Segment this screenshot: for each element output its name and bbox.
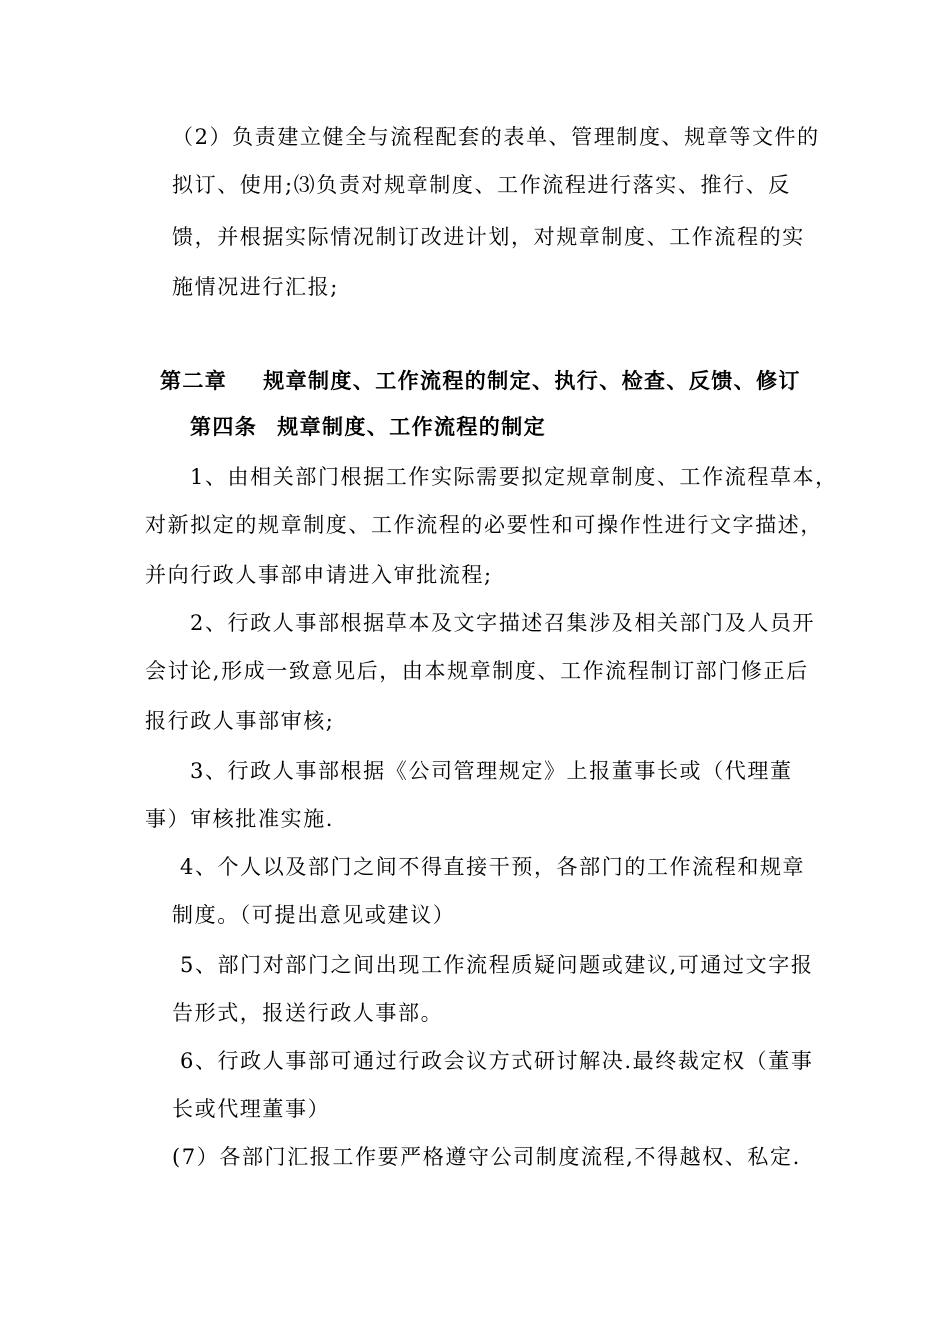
text-line: 6、行政人事部可通过行政会议方式研讨解决.最终裁定权（董事 [180,1049,814,1073]
text-line: 3、行政人事部根据《公司管理规定》上报董事长或（代理董 [190,759,793,783]
text-line: 拟订、使用;⑶负责对规章制度、工作流程进行落实、推行、反 [172,173,791,197]
chapter-heading [160,366,801,396]
text-line: 馈，并根据实际情况制订改进计划，对规章制度、工作流程的实 [172,225,805,249]
article-label: 第四条 [190,414,258,439]
text-line: 1、由相关部门根据工作实际需要拟定规章制度、工作流程草本， [190,465,838,489]
text-line: 长或代理董事） [172,1097,331,1121]
text-line: 会讨论,形成一致意见后，由本规章制度、工作流程制订部门修正后 [145,659,809,683]
text-line: 对新拟定的规章制度、工作流程的必要性和可操作性进行文字描述， [145,513,823,537]
chapter-title: 规章制度、工作流程的制定、执行、检查、反馈、修订 [263,368,801,393]
text-line: 报行政人事部审核; [145,709,335,733]
text-line: 4、个人以及部门之间不得直接干预，各部门的工作流程和规章 [180,855,806,879]
text-line: 告形式，报送行政人事部。 [172,1001,444,1025]
text-line: 2、行政人事部根据草本及文字描述召集涉及相关部门及人员开 [190,611,816,635]
article-title: 规章制度、工作流程的制定 [277,414,547,439]
text-line: 事）审核批准实施. [145,807,335,831]
text-line: 施情况进行汇报; [172,275,339,299]
text-line: 5、部门对部门之间出现工作流程质疑问题或建议,可通过文字报 [180,953,814,977]
text-line: （2）负责建立健全与流程配套的表单、管理制度、规章等文件的 [172,125,820,149]
chapter-label: 第二章 [160,368,228,393]
text-line: 制度。（可提出意见或建议） [172,903,456,927]
text-line: (7）各部门汇报工作要严格遵守公司制度流程,不得越权、私定. [172,1145,801,1169]
text-line: 并向行政人事部申请进入审批流程; [145,563,493,587]
article-heading [190,412,546,442]
